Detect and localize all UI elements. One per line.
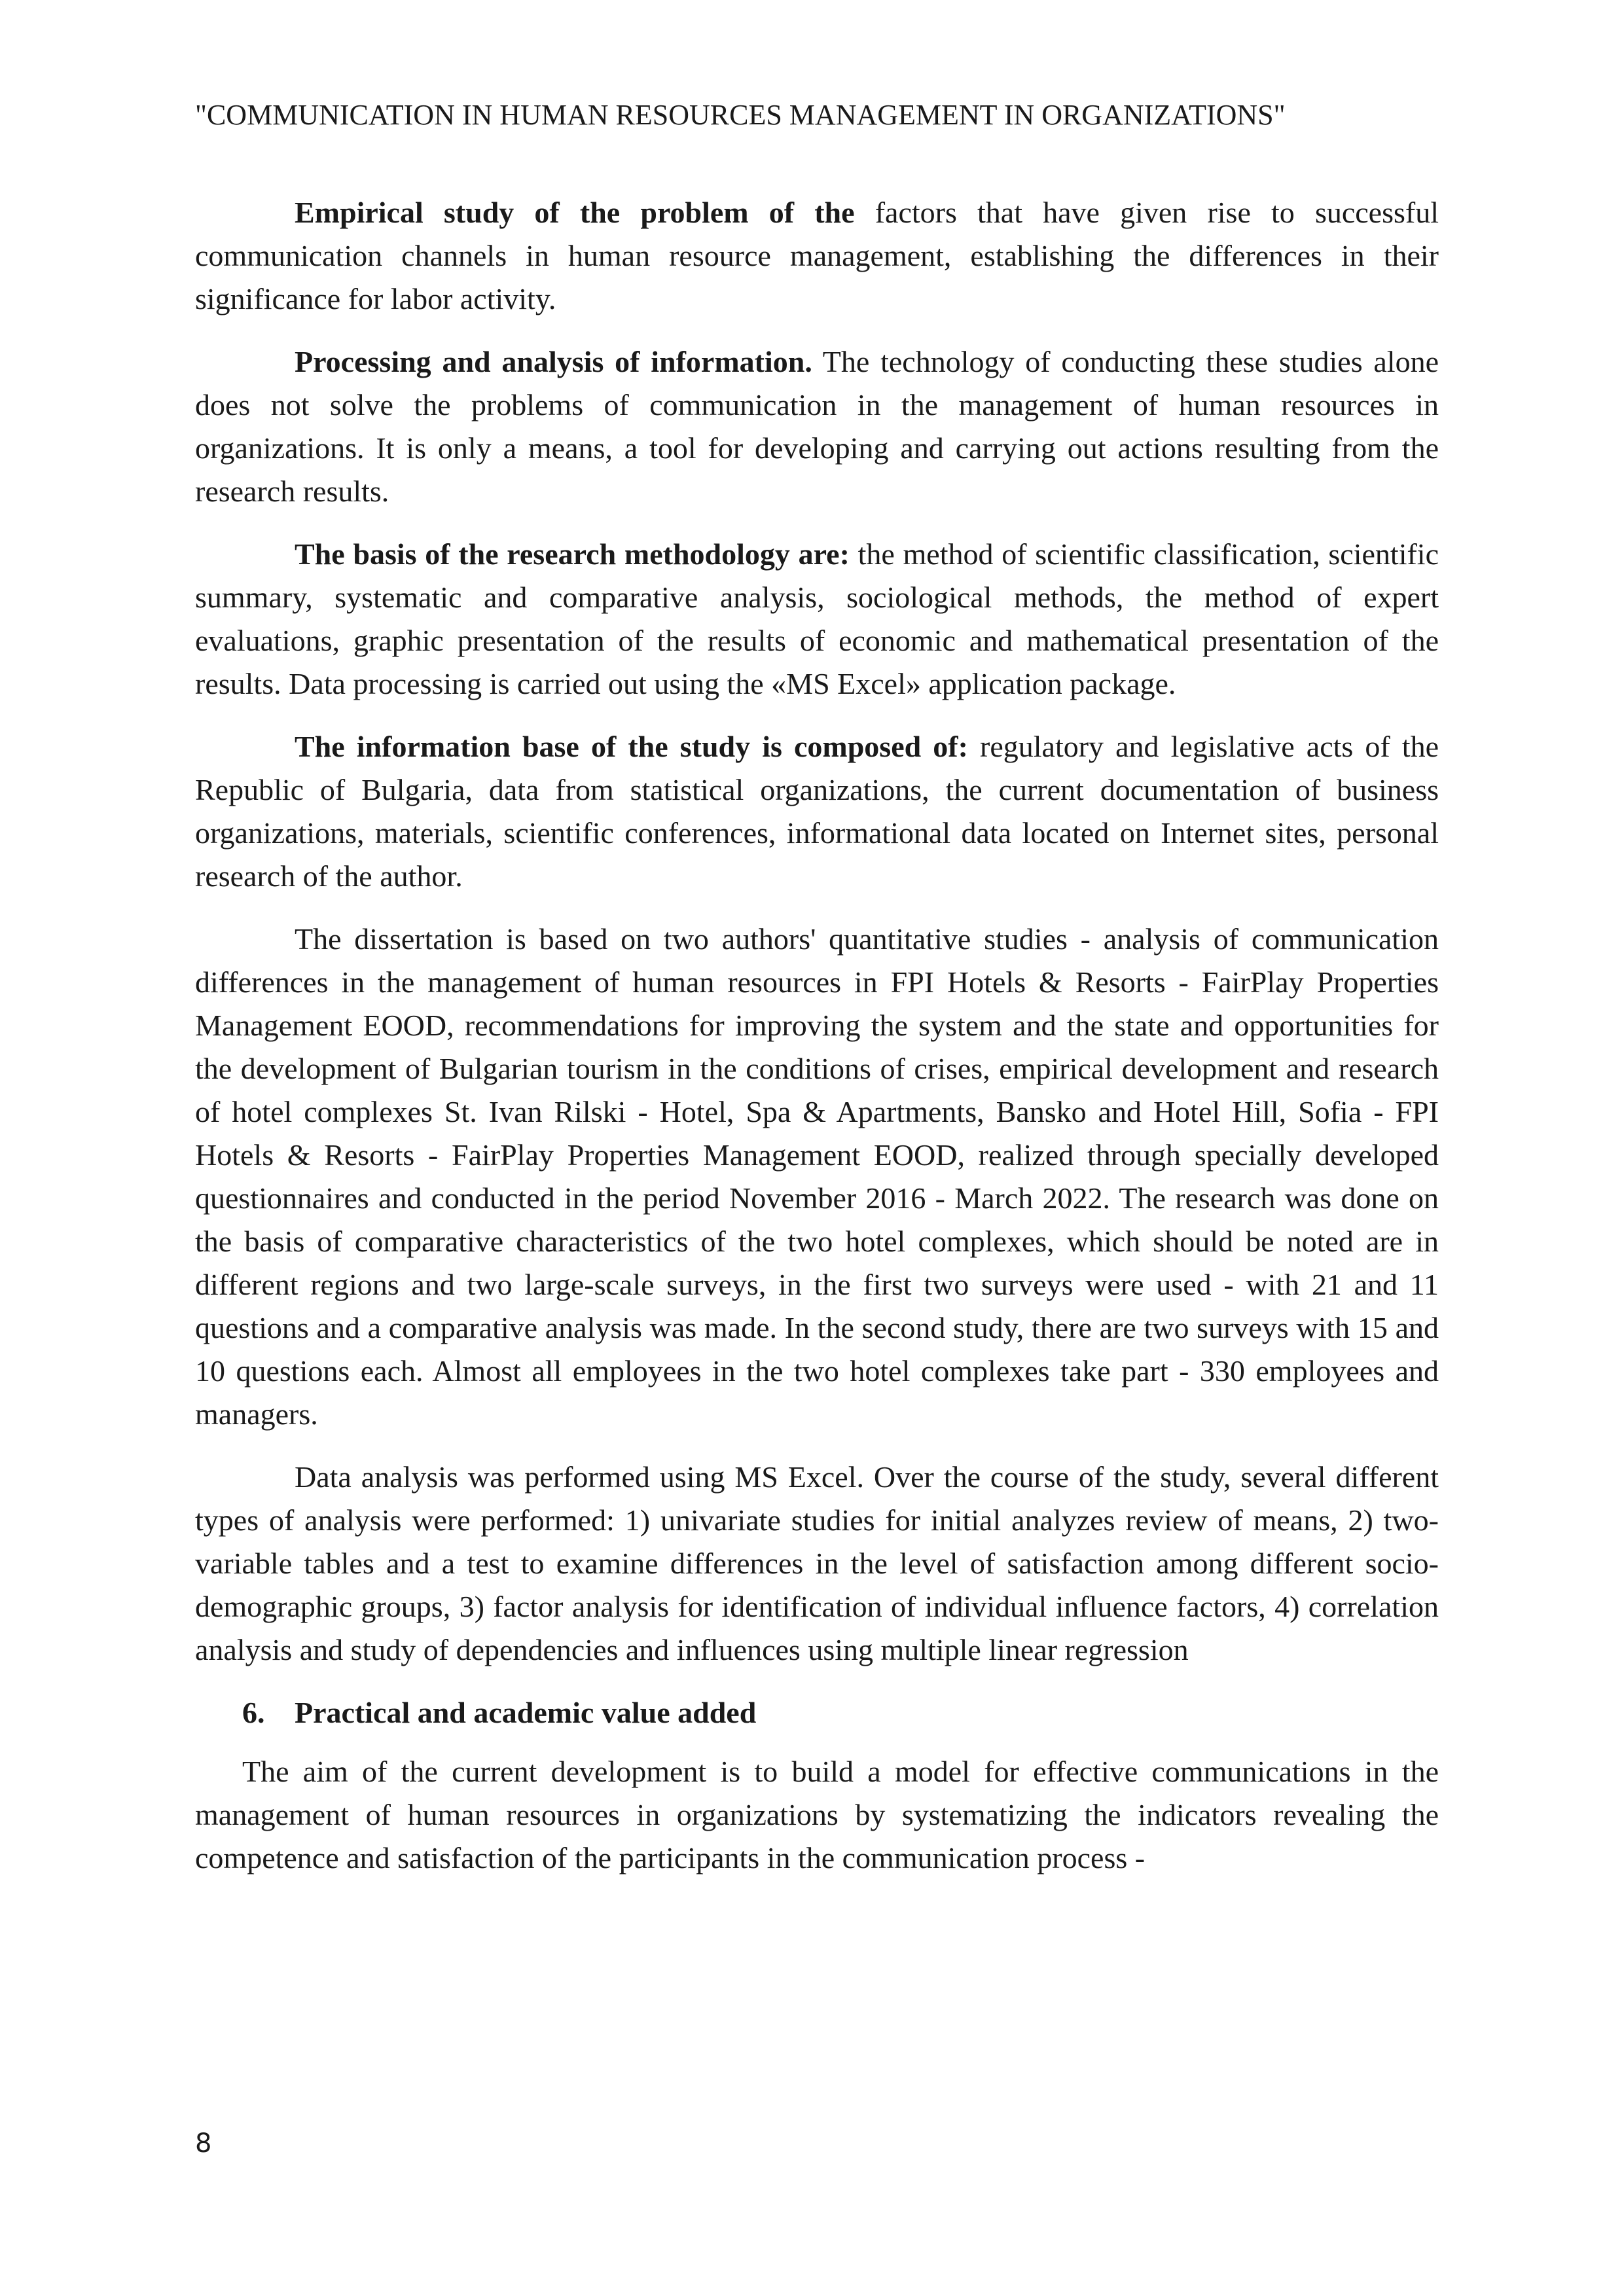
paragraph-text: The technology of conducting these studies alone does not solve the problems of communication in the management of human resources in organizations. It is only a means, a tool for developing and carrying out actions resulting from the research results.	[195, 345, 1439, 508]
paragraph-text: Data analysis was performed using MS Excel. Over the course of the study, several different types of analysis were performed: 1) univariate studies for initial analyzes review of means, 2) two-variable tables and a test to examine differences in the level of satisfaction among different socio-demographic groups, 3) factor analysis for identification of individual influence factors, 4) correlation analysis and study of dependencies and influences using multiple linear regression	[195, 1460, 1439, 1666]
document-body	[195, 191, 1439, 1899]
running-header: "COMMUNICATION IN HUMAN RESOURCES MANAGEMENT IN ORGANIZATIONS"	[195, 99, 1286, 131]
paragraph-research-methodology	[195, 533, 1439, 706]
paragraph-data-analysis	[195, 1456, 1439, 1672]
paragraph-information-base	[195, 725, 1439, 898]
paragraph-empirical-study	[195, 191, 1439, 321]
page-number: 8	[195, 2128, 212, 2159]
paragraph-text: The aim of the current development is to build a model for effective communications in the management of human resources in organizations by systematizing the indicators revealing the competence and satisfaction of the participants in the communication process -	[195, 1755, 1439, 1874]
paragraph-text: regulatory and legislative acts of the Republic of Bulgaria, data from statistical organizations, the current documentation of business organizations, materials, scientific conferences, informational data located on Internet sites, personal research of the author.	[195, 730, 1439, 893]
section-number: 6.	[242, 1696, 265, 1729]
paragraph-lead-bold: Processing and analysis of information.	[295, 345, 812, 378]
section-heading	[195, 1691, 1439, 1734]
paragraph-lead-bold: Empirical study of the problem of the	[295, 196, 855, 229]
paragraph-lead-bold: The information base of the study is composed of:	[295, 730, 968, 763]
section-title: Practical and academic value added	[295, 1696, 757, 1729]
paragraph-aim	[195, 1750, 1439, 1880]
paragraph-text: factors that have given rise to successful communication channels in human resource management, establishing the differences in their significance for labor activity.	[195, 196, 1439, 315]
paragraph-dissertation-studies	[195, 918, 1439, 1436]
paragraph-text: The dissertation is based on two authors' quantitative studies - analysis of communication differences in the management of human resources in FPI Hotels & Resorts - FairPlay Properties Management EOOD, recommendations for improving the system and the state and opportunities for the development of Bulgarian tourism in the conditions of crises, empirical development and research of hotel complexes St. Ivan Rilski - Hotel, Spa & Apartments, Bansko and Hotel Hill, Sofia - FPI Hotels & Resorts - FairPlay Properties Management EOOD, realized through specially developed questionnaires and conducted in the period November 2016 - March 2022. The research was done on the basis of comparative characteristics of the two hotel complexes, which should be noted are in different regions and two large-scale surveys, in the first two surveys were used - with 21 and 11 questions and a comparative analysis was made. In the second study, there are two surveys with 15 and 10 questions each. Almost all employees in the two hotel complexes take part - 330 employees and managers.	[195, 922, 1439, 1431]
paragraph-lead-bold: The basis of the research methodology are:	[295, 537, 850, 571]
paragraph-processing-analysis	[195, 340, 1439, 513]
paragraph-text: the method of scientific classification, scientific summary, systematic and comparative analysis, sociological methods, the method of expert evaluations, graphic presentation of the results of economic and mathematical presentation of the results. Data processing is carried out using the «MS Excel» application package.	[195, 537, 1439, 700]
